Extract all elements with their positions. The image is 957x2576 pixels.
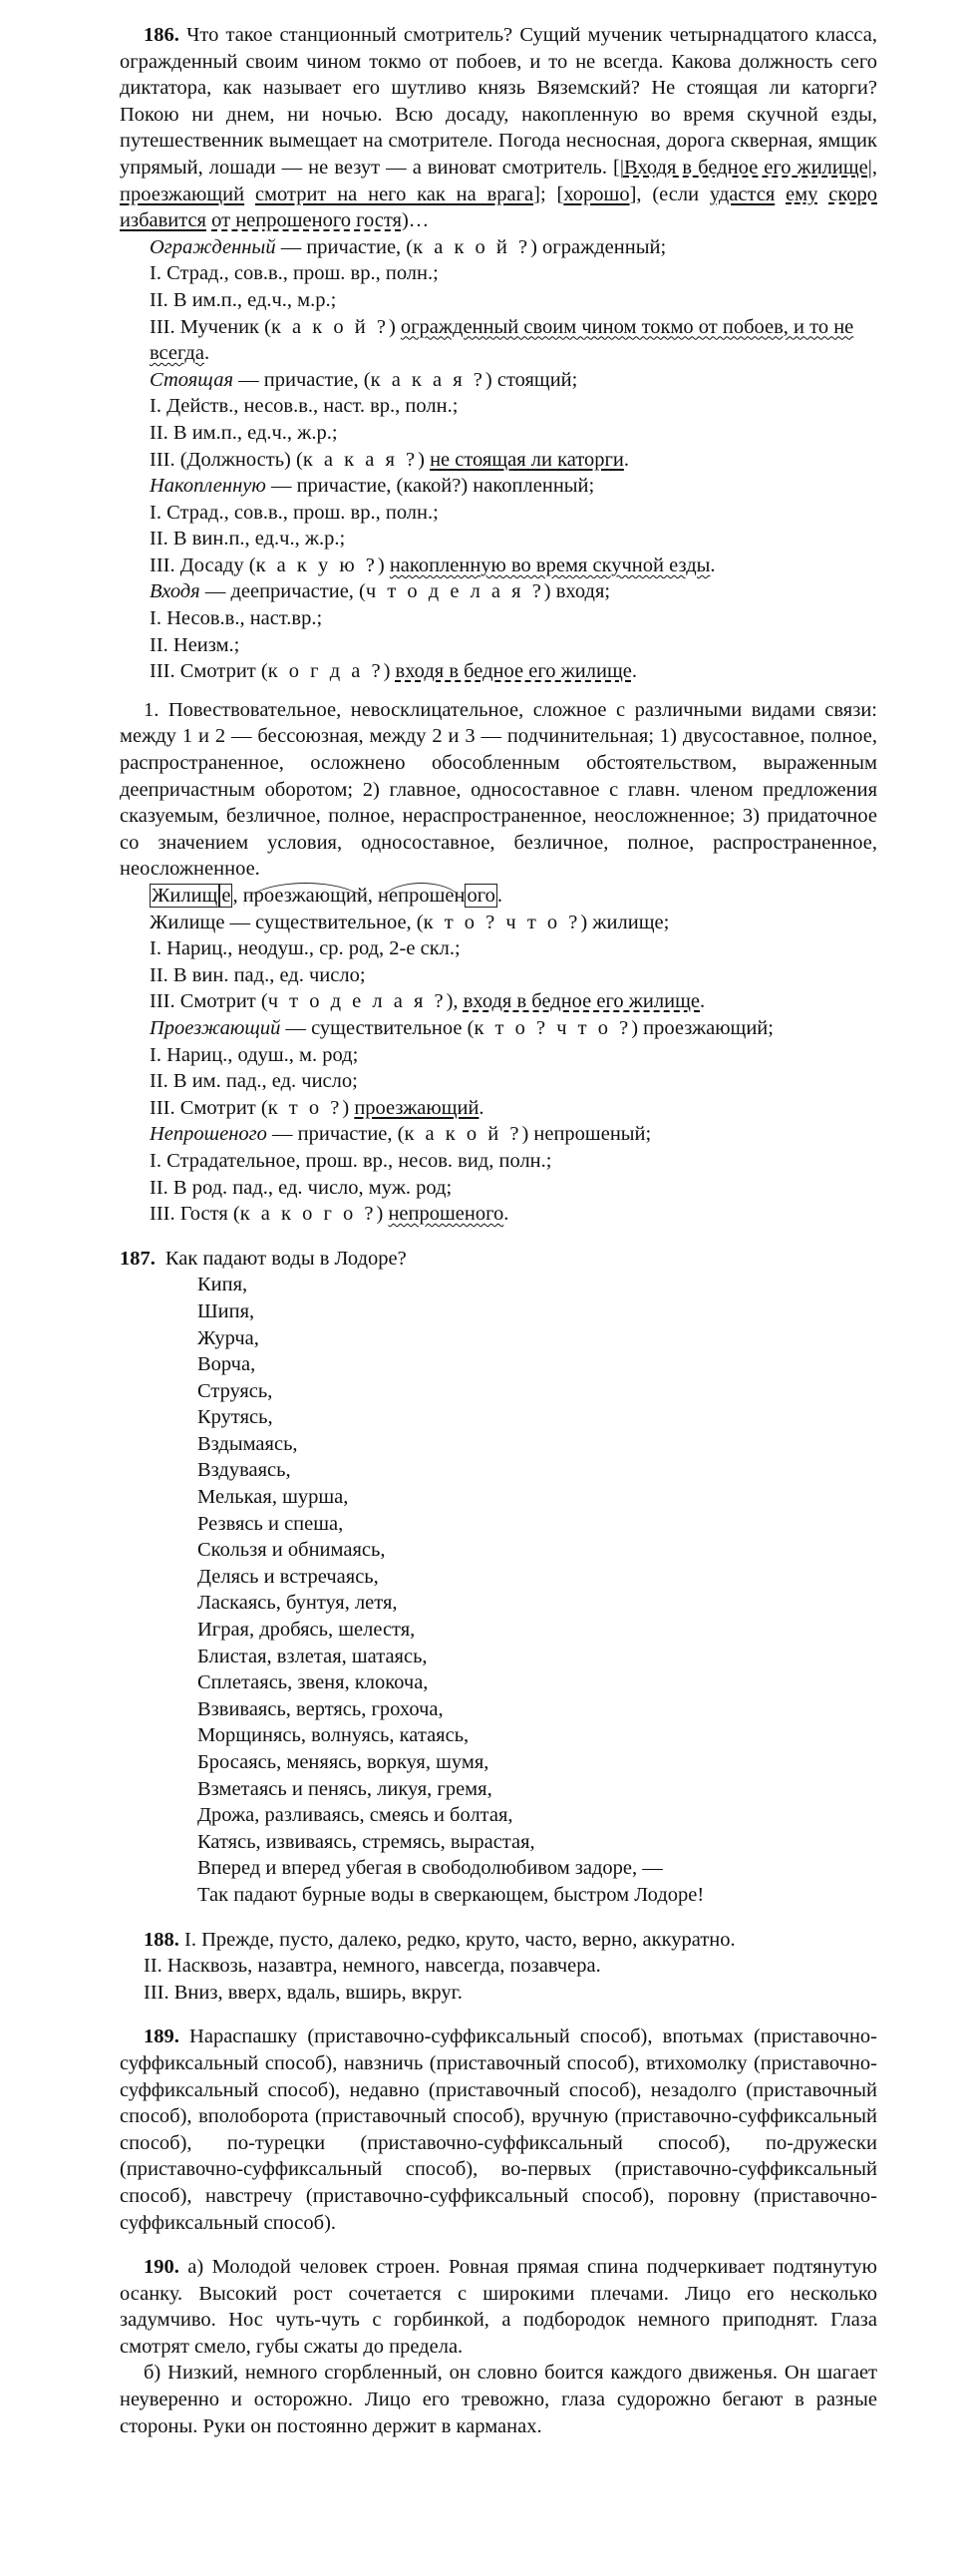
ending-box: ого [467,885,495,907]
poem-line: Так падают бурные воды в сверкающем, быстром Лодоре! [197,1883,705,1906]
poem-line: Играя, дробясь, шелестя, [197,1619,416,1642]
analysis-neproshenogo: Непрошеного — причастие, (к а к о й ?) непрошеный; I. Страдательное, прош. вр., несов. вид, полн.; II. В род. пад., ед. число, муж. род; III. Гостя (к а к о г о ?) непрошеного. [150,1123,652,1226]
poem-line: Мелькая, шурша, [197,1486,349,1509]
analysis-vkhodya: Входя — деепричастие, (ч т о д е л а я ?) входя; I. Несов.в., наст.вр.; II. Неизм.; III. Смотрит (к о г д а ?) входя в бедное его жилище. [150,580,637,683]
poem-line: Резвясь и спеша, [197,1512,344,1535]
ex190-number: 190. [144,2256,179,2279]
poem-line: Вздуваясь, [197,1459,291,1482]
ex190-a: 190. а) Молодой человек строен. Ровная прямая спина подчеркивает подтянутую осанку. Высокий рост сочетается с широкими плечами. Лицо его несколько задумчиво. Нос чуть-чуть с горбинкой, а подбородок немного приподнят. Глаза смотрят смело, губы сжаты до предела. [120,2256,877,2358]
subject-word: проезжающий [120,183,245,205]
ex188: 188. I. Прежде, пусто, далеко, редко, круто, часто, верно, аккуратно. [144,1928,736,1951]
poem-line: Взвиваясь, вертясь, грохоча, [197,1697,444,1720]
poem-line: Журча, [197,1326,259,1349]
poem-line: Делясь и встречаясь, [197,1565,379,1588]
predicate-word: хорошо [563,183,630,205]
analysis-ograzhdenny: Огражденный — причастие, (к а к о й ?) огражденный; I. Страд., сов.в., прош. вр., полн.; II. В им.п., ед.ч., м.р.; III. Мученик (к а к о й ?) огражденный своим чином токмо от побоев, и то не всегда. [150,235,854,365]
poem-line: Дрожа, разливаясь, смеясь и болтая, [197,1804,513,1827]
ex186-intro: 186. Что такое станционный смотритель? Сущий мученик четырнадцатого класса, огражденный своим чином токмо от побоев, и то не всегда. Какова должность сего диктатора, как называет его шутливо князь Вяземский? Не стоящая ли каторги? Покою ни днем, ни ночью. Всю досаду, накопленную во время скучной езды, путешественник вымещает на смотрителе. Погода несносная, дорога скверная, ямщик упрямый, лошади — не везут — а виноват смотритель. [|Входя в бедное его жилище|, проезжающий смотрит на него как на врага]; [хорошо], (если удастся ему скоро избавится от непрошеного гостя)… [120,24,878,232]
ex190-b: б) Низкий, немного сгорбленный, он словно боится каждого движенья. Он шагает неуверенно и осторожно. Лицо его тревожно, глаза судорожно бегают в разные стороны. Руки он постоянно держит в карманах. [120,2362,877,2437]
analysis-nakoplennuyu: Накопленную — причастие, (какой?) накопленный; I. Страд., сов.в., прош. вр., полн.; II. В вин.п., ед.ч., ж.р.; III. Досаду (к а к у ю ?) накопленную во время скучной езды. [150,475,716,576]
poem [120,1272,877,1908]
analysis-zhilishche: Жилище — существительное, (к т о ? ч т о ?) жилище; I. Нариц., неодуш., ср. род, 2-е скл.; II. В вин. пад., ед. число; III. Смотрит (ч т о д е л а я ?), входя в бедное его жилище. [150,911,706,1013]
ex186-number: 186. [144,24,179,46]
poem-line: Скользя и обнимаясь, [197,1539,386,1562]
sentence-analysis: 1. Повествовательное, невосклицательное, сложное с различными видами связи: между 1 и 2 — бессоюзная, между 2 и 3 — подчинительная; 1) двусоставное, полное, распространенное, осложнено обособленным обстоятельством, выраженным деепричастным оборотом; 2) главное, односоставное с главн. членом предложения сказуемым, безличное, полное, нераспространенное, неосложненное; 3) придаточное со значением условия, односоставное, безличное, полное, распространенное, неосложненное. [120,698,877,881]
poem-line: Взметаясь и пенясь, ликуя, гремя, [197,1777,492,1800]
poem-line: Вперед и вперед убегая в свободолюбивом задоре, — [197,1857,663,1880]
poem-line: Крутясь, [197,1406,273,1429]
root-box: Жилищ [152,885,218,907]
ending-box: е [221,885,231,907]
poem-line: Катясь, извиваясь, стремясь, вырастая, [197,1830,535,1853]
morphemic-analysis: Жилищ е, проезжающий, непрошеного. [152,885,502,907]
ex187-heading [120,1246,877,1273]
morpheme-arc: проезжающий [242,885,368,907]
analysis-proezzhayushchy: Проезжающий — существительное (к т о ? ч т о ?) проезжающий; I. Нариц., одуш., м. род; II. В им. пад., ед. число; III. Смотрит (к т о ?) проезжающий. [150,1016,774,1119]
poem-line: Вздымаясь, [197,1432,298,1455]
analysis-stoyashchaya: Стоящая — причастие, (к а к а я ?) стоящий; I. Действ., несов.в., наст. вр., полн.; II. В им.п., ед.ч., ж.р.; III. (Должность) (к а к а я ?) не стоящая ли каторги. [150,368,630,471]
predicate-phrase: смотрит на него как на врага [254,183,534,205]
poem-line: Ласкаясь, бунтуя, летя, [197,1592,398,1615]
ex188-number: 188. [144,1928,179,1951]
morpheme-arc: непрошен [378,885,466,907]
adverbial-phrase: Входя в бедное его жилище [623,156,868,179]
poem-line: Сплетаясь, звеня, клокоча, [197,1671,429,1694]
textbook-page: 186. Что такое станционный смотритель? Сущий мученик четырнадцатого класса, огражденный своим чином токмо от побоев, и то не всегда. Какова должность сего диктатора, как называет его шутливо князь Вяземский? Не стоящая ли каторги? Покою ни днем, ни ночью. Всю досаду, накопленную во время скучной езды, путешественник вымещает на смотрителе. Погода несносная, дорога скверная, ямщик упрямый, лошади — не везут — а виноват смотритель. [|Входя в бедное его жилище|, проезжающий смотрит на него как на врага]; [хорошо], (если удастся ему скоро избавится от непрошеного гостя)… Огражденный — причастие, (к а к о й ?) огражденный; I. Страд., сов.в., прош. вр., полн.; II. В им.п., ед.ч., м.р.; III. Мученик (к а к о й ?) огражденный своим чином токмо от побоев, и то не всегда. Стоящая — причастие, (к а к а я ?) стоящий; I. Действ., несов.в., наст. вр., полн.; II. В им.п., ед.ч., ж.р.; III. (Должность) (к а к а я ?) не стоящая ли каторги. Накопленную — причастие, (какой?) накопленный; I. Страд., сов.в., прош. вр., полн.; II. В вин.п., ед.ч., ж.р.; III. Досаду (к а к у ю ?) накопленную во время скучной езды. Входя — деепричастие, (ч т о д е л а я ?) входя; I. Несов.в., наст.вр.; II. Неизм.; III. Смотрит (к о г д а ?) входя в бедное его жилище. 1. Повествовательное, невосклицательное, сложное с различными видами связи: между 1 и 2 — бессоюзная, между 2 и 3 — подчинительная; 1) двусоставное, полное, распространенное, осложнено обособленным обстоятельством, выраженным деепричастным оборотом; 2) главное, односоставное с главн. членом предложения сказуемым, безличное, полное, нераспространенное, неосложненное; 3) придаточное со значением условия, односоставное, безличное, полное, распространенное, неосложненное. Жилищ е, проезжающий, непрошеного. Жилище — существительное, (к т о ? ч т о ?) жилище; I. Нариц., неодуш., ср. род, 2-е скл.; II. В вин. пад., ед. число; III. Смотрит (ч т о д е л а я ?), входя в бедное его жилище. Проезжающий — существительное (к т о ? ч т о ?) проезжающий; I. Нариц., одуш., м. род; II. В им. пад., ед. число; III. Смотрит (к т о ?) проезжающий. Непрошеного — причастие, (к а к о й ?) непрошеный; I. Страдательное, прош. вр., несов. вид, полн.; II. В род. пад., ед. число, муж. род; III. Гостя (к а к о г о ?) непрошеного. 187. Как падают воды в Лодоре? Кипя, Шипя, Журча, Ворча, Струясь, Крутясь, Вздымаясь, Вздуваясь, Мелькая, шурша, Резвясь и спеша, Скользя и обнимаясь, Делясь и встречаясь, Ласкаясь, бунтуя, летя, Играя, дробясь, шелестя, Блистая, взлетая, шатаясь, Сплетаясь, звеня, клокоча, Взвиваясь, вертясь, грохоча, Морщинясь, волнуясь, катаясь, Бросаясь, меняясь, воркуя, шумя, Взметаясь и пенясь, ликуя, гремя, Дрожа, разливаясь, смеясь и болтая, Катясь, извиваясь, стремясь, вырастая, Вперед и вперед убегая в свободолюбивом задоре, — Так падают бурные воды в сверкающем, быстром Лодоре! 188. I. Прежде, пусто, далеко, редко, круто, часто, верно, аккуратно. II. Насквозь, назавтра, немного, навсегда, позавчера. III. Вниз, вверх, вдаль, вширь, вкруг. 189. Нараспашку (приставочно-суффиксальный способ), впотьмах (приставочно-суффиксальный способ), навзничь (приставочный способ), втихомолку (приставочно-суффиксальный способ), недавно (приставочный способ), незадолго (приставочный способ), вполоборота (приставочный способ), вручную (приставочно-суффиксальный способ), по-турецки (приставочно-суффиксальный способ), по-дружески (приставочно-суффиксальный способ), во-первых (приставочно-суффиксальный способ), навстречу (приставочно-суффиксальный способ), поровну (приставочно-суффиксальный способ). 190. а) Молодой человек строен. Ровная прямая спина подчеркивает подтянутую осанку. Высокий рост сочетается с широкими плечами. Лицо его несколько задумчиво. Нос чуть-чуть с горбинкой, а подбородок немного приподнят. Глаза смотрят смело, губы сжаты до предела. б) Низкий, немного сгорбленный, он словно боится каждого движенья. Он шагает неуверенно и осторожно. Лицо его тревожно, глаза судорожно бегают в разные стороны. Руки он постоянно держит в карманах. [0,0,957,2576]
poem-line: Бросаясь, меняясь, воркуя, шумя, [197,1751,489,1773]
poem-line: Блистая, взлетая, шатаясь, [197,1645,428,1667]
ex187-number: 187. [120,1247,156,1270]
poem-line: Ворча, [197,1353,256,1376]
ex189-number: 189. [144,2025,179,2048]
ex187-title: Как падают воды в Лодоре? [164,1247,407,1270]
poem-line: Кипя, [197,1274,248,1296]
poem-line: Струясь, [197,1379,273,1402]
poem-line: Шипя, [197,1299,255,1322]
poem-line: Морщинясь, волнуясь, катаясь, [197,1724,470,1747]
ex189: 189. Нараспашку (приставочно-суффиксальный способ), впотьмах (приставочно-суффиксальный способ), навзничь (приставочный способ), втихомолку (приставочно-суффиксальный способ), недавно (приставочный способ), незадолго (приставочный способ), вполоборота (приставочный способ), вручную (приставочно-суффиксальный способ), по-турецки (приставочно-суффиксальный способ), по-дружески (приставочно-суффиксальный способ), во-первых (приставочно-суффиксальный способ), навстречу (приставочно-суффиксальный способ), поровну (приставочно-суффиксальный способ). [120,2025,877,2234]
